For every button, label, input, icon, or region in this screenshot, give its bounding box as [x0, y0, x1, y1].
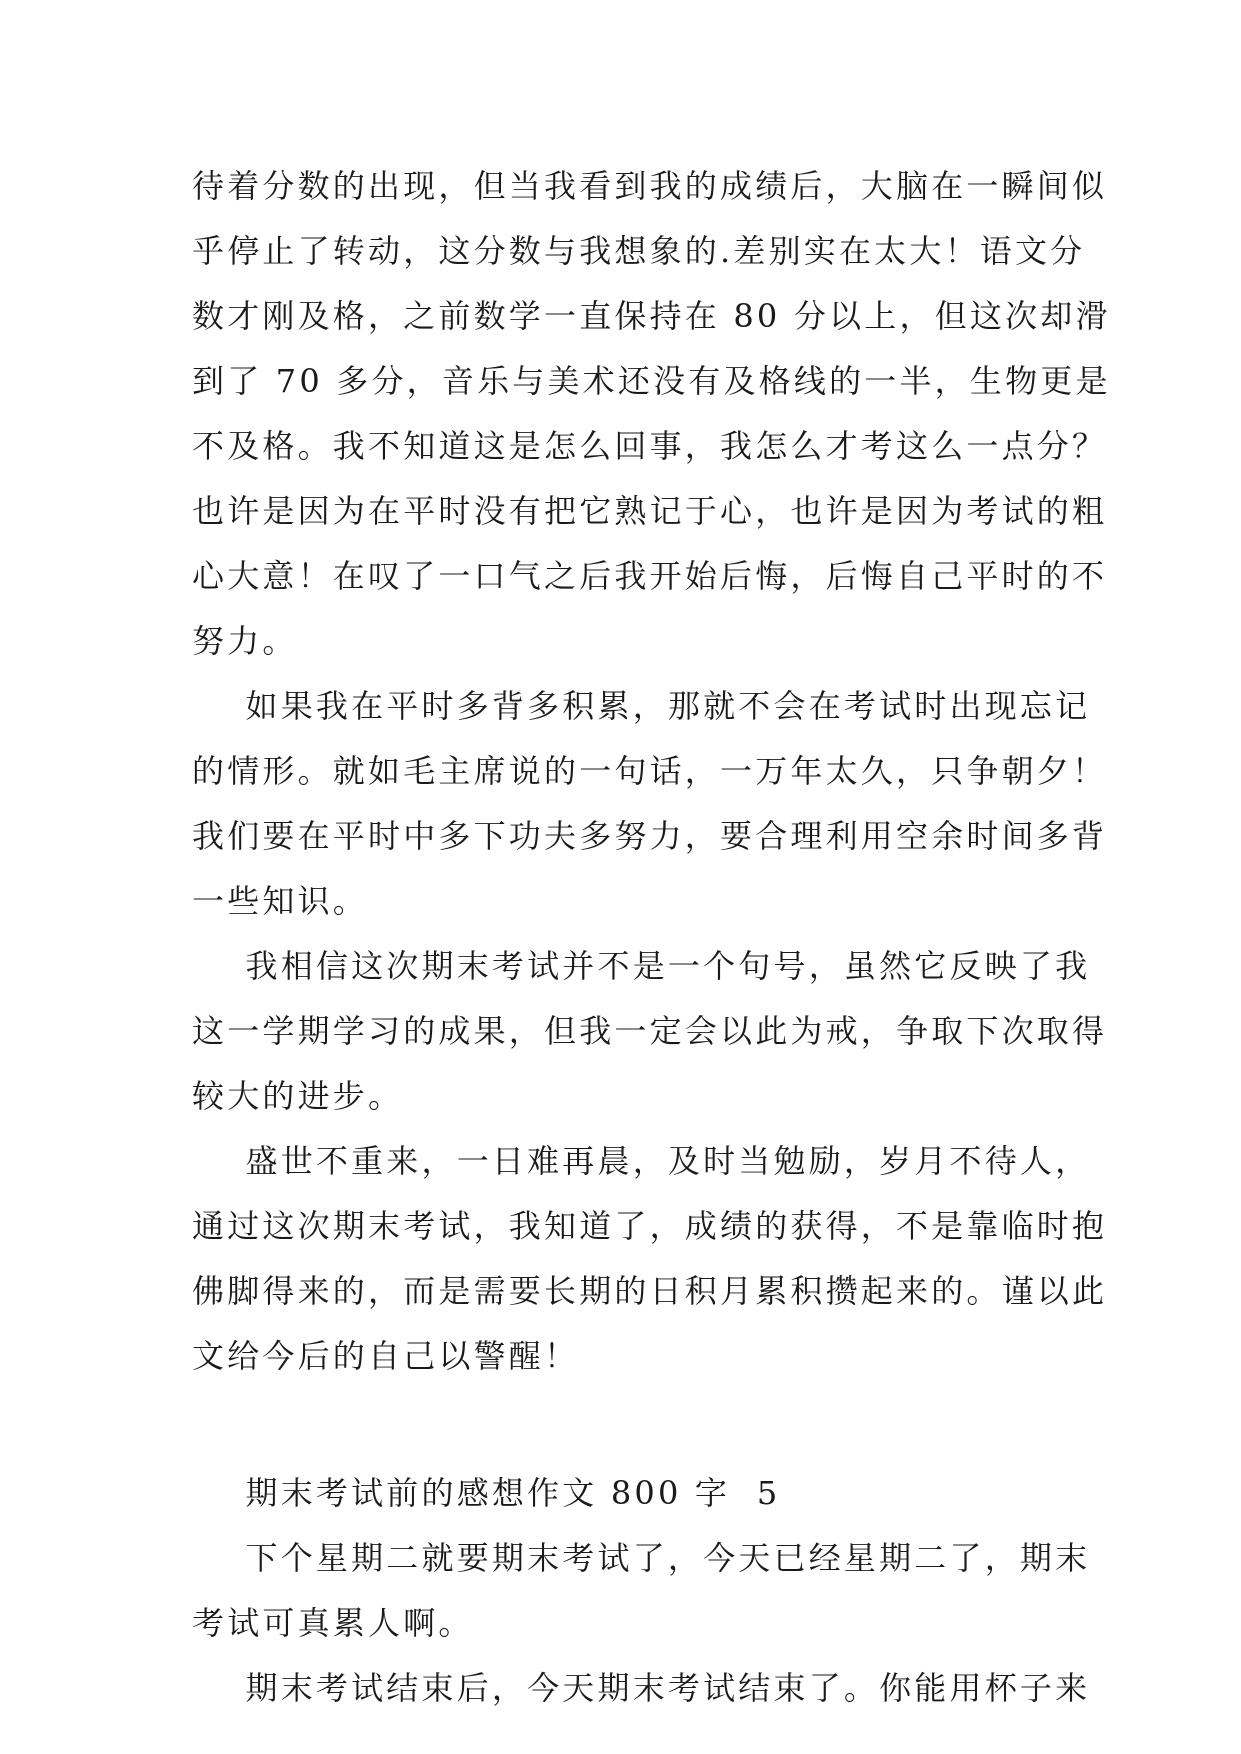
- text-line: 文给今后的自己以警醒！: [192, 1337, 580, 1375]
- text-line: 考试可真累人啊。: [192, 1604, 474, 1642]
- text-line: 如果我在平时多背多积累，那就不会在考试时出现忘记: [192, 687, 1091, 725]
- text-line: 通过这次期末考试，我知道了，成绩的获得，不是靠临时抱: [192, 1207, 1108, 1245]
- text-line: 乎停止了转动，这分数与我想象的.差别实在太大！语文分: [192, 232, 1086, 270]
- text-line: 待着分数的出现，但当我看到我的成绩后，大脑在一瞬间似: [192, 167, 1108, 205]
- text-line: 下个星期二就要期末考试了，今天已经星期二了，期末: [192, 1539, 1091, 1577]
- text-line: 数才刚及格，之前数学一直保持在 80 分以上，但这次却滑: [192, 297, 1111, 335]
- text-line: 的情形。就如毛主席说的一句话，一万年太久，只争朝夕！: [192, 752, 1108, 790]
- text-line: 盛世不重来，一日难再晨，及时当勉励，岁月不待人，: [192, 1142, 1091, 1180]
- section-gap: [192, 1389, 1072, 1461]
- text-line: 心大意！在叹了一口气之后我开始后悔，后悔自己平时的不: [192, 557, 1108, 595]
- section-heading: 期末考试前的感想作文 800 字 5: [192, 1474, 781, 1512]
- text-line: 期末考试结束后，今天期末考试结束了。你能用杯子来: [192, 1669, 1091, 1707]
- text-line: 不及格。我不知道这是怎么回事，我怎么才考这么一点分？: [192, 427, 1108, 465]
- text-line: 较大的进步。: [192, 1077, 404, 1115]
- text-line: 我们要在平时中多下功夫多努力，要合理利用空余时间多背: [192, 817, 1108, 855]
- text-line: 这一学期学习的成果，但我一定会以此为戒，争取下次取得: [192, 1012, 1108, 1050]
- text-line: 我相信这次期末考试并不是一个句号，虽然它反映了我: [192, 947, 1091, 985]
- text-line: 佛脚得来的，而是需要长期的日积月累积攒起来的。谨以此: [192, 1272, 1108, 1310]
- body-text: [192, 154, 1111, 1721]
- text-line: 到了 70 多分，音乐与美术还没有及格线的一半，生物更是: [192, 362, 1111, 400]
- text-line: 也许是因为在平时没有把它熟记于心，也许是因为考试的粗: [192, 492, 1108, 530]
- text-line: 一些知识。: [192, 882, 369, 920]
- text-line: 努力。: [192, 622, 298, 660]
